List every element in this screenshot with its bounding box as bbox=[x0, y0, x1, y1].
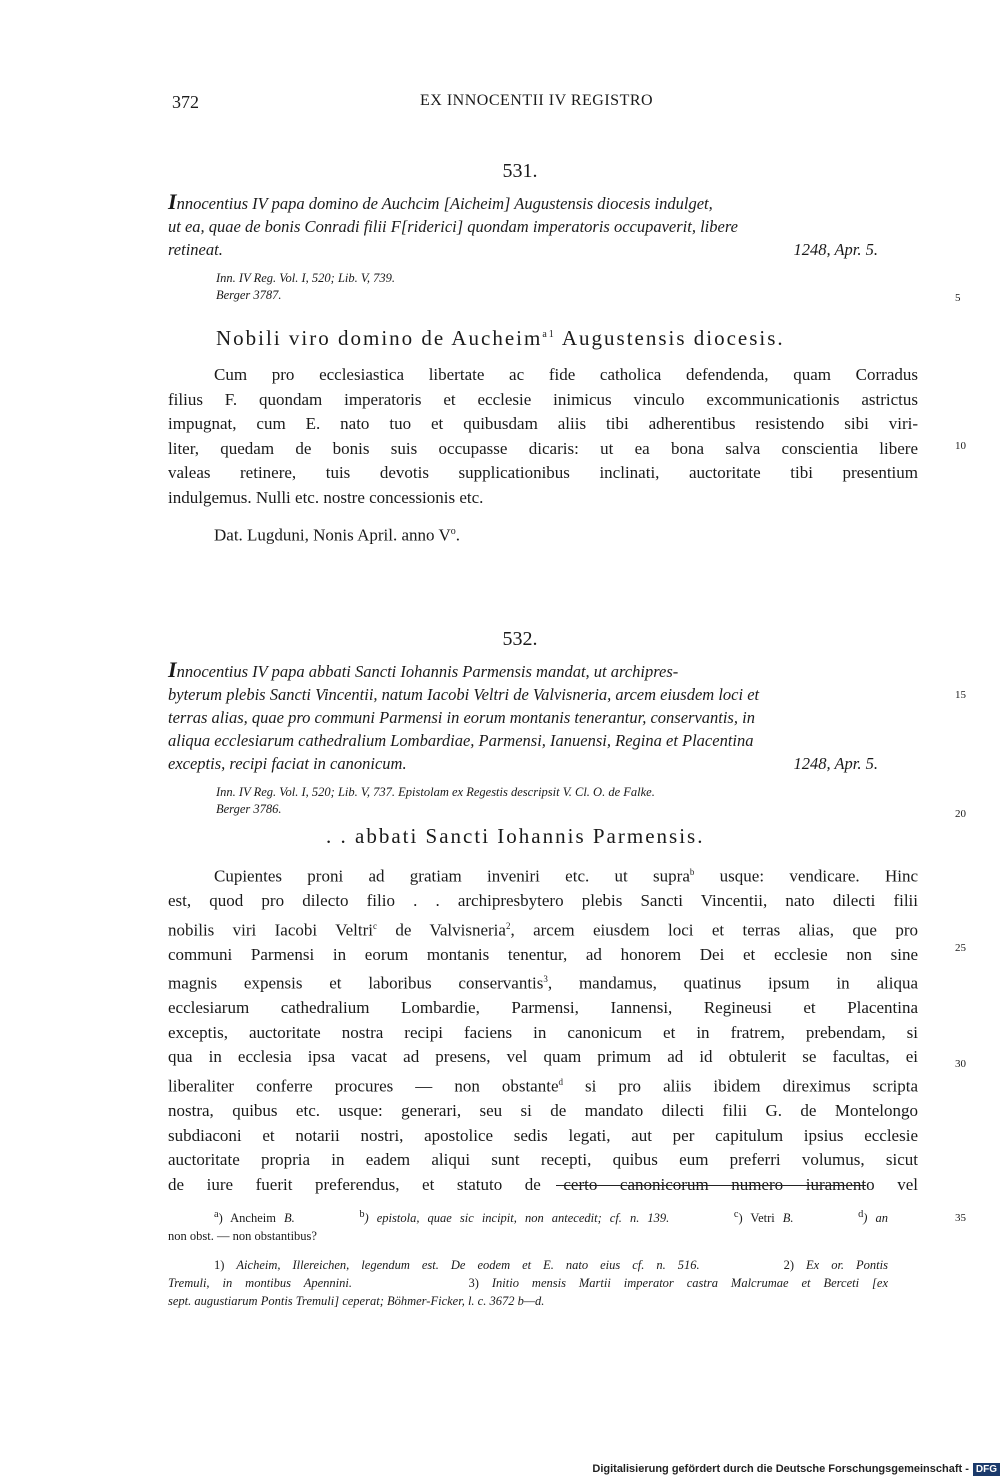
body-line: nobilis viri Iacobi Veltri$^c$ de Valvisneria$^2$, arcem eiusdem loci et terras alias, que pro bbox=[168, 920, 918, 940]
margin-line-number: 20 bbox=[955, 808, 966, 820]
margin-line-number: 5 bbox=[955, 292, 961, 304]
document-number-531: 531. bbox=[502, 160, 538, 182]
margin-line-number: 30 bbox=[955, 1058, 966, 1070]
regest-532 bbox=[168, 658, 918, 775]
regest-line: Innocentius IV papa domino de Auchcim [Aicheim] Augustensis diocesis indulget, bbox=[168, 189, 713, 214]
footnotes-numbered bbox=[168, 1256, 918, 1310]
body-532 bbox=[168, 860, 918, 1197]
regest-line: ut ea, quae de bonis Conradi filii F[riderici] quondam imperatoris occupaverit, libere bbox=[168, 217, 738, 236]
footnote-line: $^a$) Ancheim B. $^b$) epistola, quae sic incipit, non antecedit; cf. n. 139. $^c$) Vetri B. $^d$) an bbox=[214, 1209, 888, 1226]
margin-line-number: 15 bbox=[955, 689, 966, 701]
margin-line-number: 35 bbox=[955, 1212, 966, 1224]
body-line: liter, quedam de bonis suis occupasse dicaris: ut ea bona salva conscientia libere bbox=[168, 438, 918, 458]
body-line: Cupientes proni ad gratiam inveniri etc. ut supra$^b$ usque: vendicare. Hinc bbox=[214, 866, 918, 886]
margin-line-number: 10 bbox=[955, 440, 966, 452]
footnote-line: 1) Aicheim, Illereichen, legendum est. De eodem et E. nato eius cf. n. 516. 2) Ex or. Pontis bbox=[214, 1258, 888, 1272]
body-line: de iure fuerit preferendus, et statuto de certo canonicorum numero iuramento vel bbox=[168, 1174, 918, 1194]
body-line: filius F. quondam imperatoris et ecclesie inimicus vinculo excommunicationis astrictus bbox=[168, 389, 918, 409]
body-line: ecclesiarum cathedralium Lombardie, Parmensi, Iannensi, Regineusi et Placentina bbox=[168, 998, 918, 1018]
dfg-logo: DFG bbox=[973, 1463, 1000, 1476]
body-531 bbox=[168, 363, 918, 548]
regest-line: retineat. 1248, Apr. 5. bbox=[168, 238, 918, 261]
body-line: nostra, quibus etc. usque: generari, seu si de mandato dilecti filii G. de Montelongo bbox=[168, 1101, 918, 1121]
body-line: indulgemus. Nulli etc. nostre concessionis etc. bbox=[168, 487, 484, 507]
regest-531 bbox=[168, 190, 918, 261]
regest-line: terras alias, quae pro communi Parmensi in eorum montanis tenerantur, conservantis, in bbox=[168, 708, 755, 727]
footnote-line: sept. augustiarum Pontis Tremuli] ceperat; Böhmer-Ficker, l. c. 3672 b—d. bbox=[168, 1294, 545, 1308]
document-number-532: 532. bbox=[502, 628, 538, 650]
body-line: qua in ecclesia ipsa vacat ad presens, vel quam primum ad id obtulerit se facultas, ei bbox=[168, 1047, 918, 1067]
regest-line: byterum plebis Sancti Vincentii, natum Iacobi Veltri de Valvisneria, arcem eiusdem loci et bbox=[168, 685, 760, 704]
body-line: communi Parmensi in eorum montanis tenentur, ad honorem Dei et ecclesie non sine bbox=[168, 944, 918, 964]
body-line: auctoritate propria in eadem aliqui sunt recepti, quibus eum preferri volumus, sicut bbox=[168, 1150, 918, 1170]
footnote-line: non obst. — non obstantibus? bbox=[168, 1229, 317, 1244]
body-line: valeas retinere, tuis devotis supplicationibus inclinati, auctoritate tibi presentium bbox=[168, 463, 918, 482]
address-532: . . abbati Sancti Iohannis Parmensis. bbox=[326, 824, 705, 848]
dating-clause: Dat. Lugduni, Nonis April. anno $V^o$. bbox=[214, 525, 460, 545]
regest-date: 1248, Apr. 5. bbox=[793, 240, 878, 259]
running-title: EX INNOCENTII IV REGISTRO bbox=[420, 92, 654, 109]
source-note-532: Inn. IV Reg. Vol. I, 520; Lib. V, 737. Epistolam ex Regestis descripsit V. Cl. O. de Falke. Berger 3786. bbox=[216, 785, 655, 816]
body-line: Cum pro ecclesiastica libertate ac fide catholica defendenda, quam Corradus bbox=[214, 365, 918, 384]
regest-line: aliqua ecclesiarum cathedralium Lombardiae, Parmensi, Ianuensi, Regina et Placentina bbox=[168, 731, 754, 750]
body-line: magnis expensis et laboribus conservantis$^3$, mandamus, quatinus ipsum in aliqua bbox=[168, 973, 918, 993]
margin-line-number: 25 bbox=[955, 942, 966, 954]
body-line: liberaliter conferre procures — non obstante$^d$ si pro aliis ibidem direximus scripta bbox=[168, 1076, 918, 1096]
body-line: subdiaconi et notarii nostri, apostolice sedis legati, aut per capitulum ipsius ecclesie bbox=[168, 1125, 918, 1145]
body-line: exceptis, auctoritate nostra recipi faciens in canonicum et in fratrem, prebendam, si bbox=[168, 1022, 918, 1042]
source-note-531: Inn. IV Reg. Vol. I, 520; Lib. V, 739. Berger 3787. bbox=[216, 271, 396, 302]
body-line: est, quod pro dilecto filio . . archipresbytero plebis Sancti Vincentii, nato dilecti filii bbox=[168, 891, 918, 911]
regest-line: exceptis, recipi faciat in canonicum. 1248, Apr. 5. bbox=[168, 752, 918, 775]
body-line: impugnat, cum E. nato tuo et quibusdam aliis tibi adherentibus resistendo sibi viri- bbox=[168, 414, 918, 433]
address-531: Nobili viro domino de Aucheim$^{a1}$ Augustensis diocesis. bbox=[216, 326, 785, 350]
page-number: 372 bbox=[172, 92, 199, 112]
footnote-line: Tremuli, in montibus Apennini. 3) Initio mensis Martii imperator castra Malcrumae et Berceti [ex bbox=[168, 1276, 888, 1290]
footnotes-alpha bbox=[168, 1206, 918, 1245]
footnote-rule bbox=[556, 1185, 866, 1186]
digitization-credit: Digitalisierung gefördert durch die Deutsche Forschungsgemeinschaft - DFG bbox=[592, 1463, 1000, 1476]
regest-line: Innocentius IV papa abbati Sancti Iohannis Parmensis mandat, ut archipres- bbox=[168, 657, 679, 682]
regest-date: 1248, Apr. 5. bbox=[793, 754, 878, 773]
